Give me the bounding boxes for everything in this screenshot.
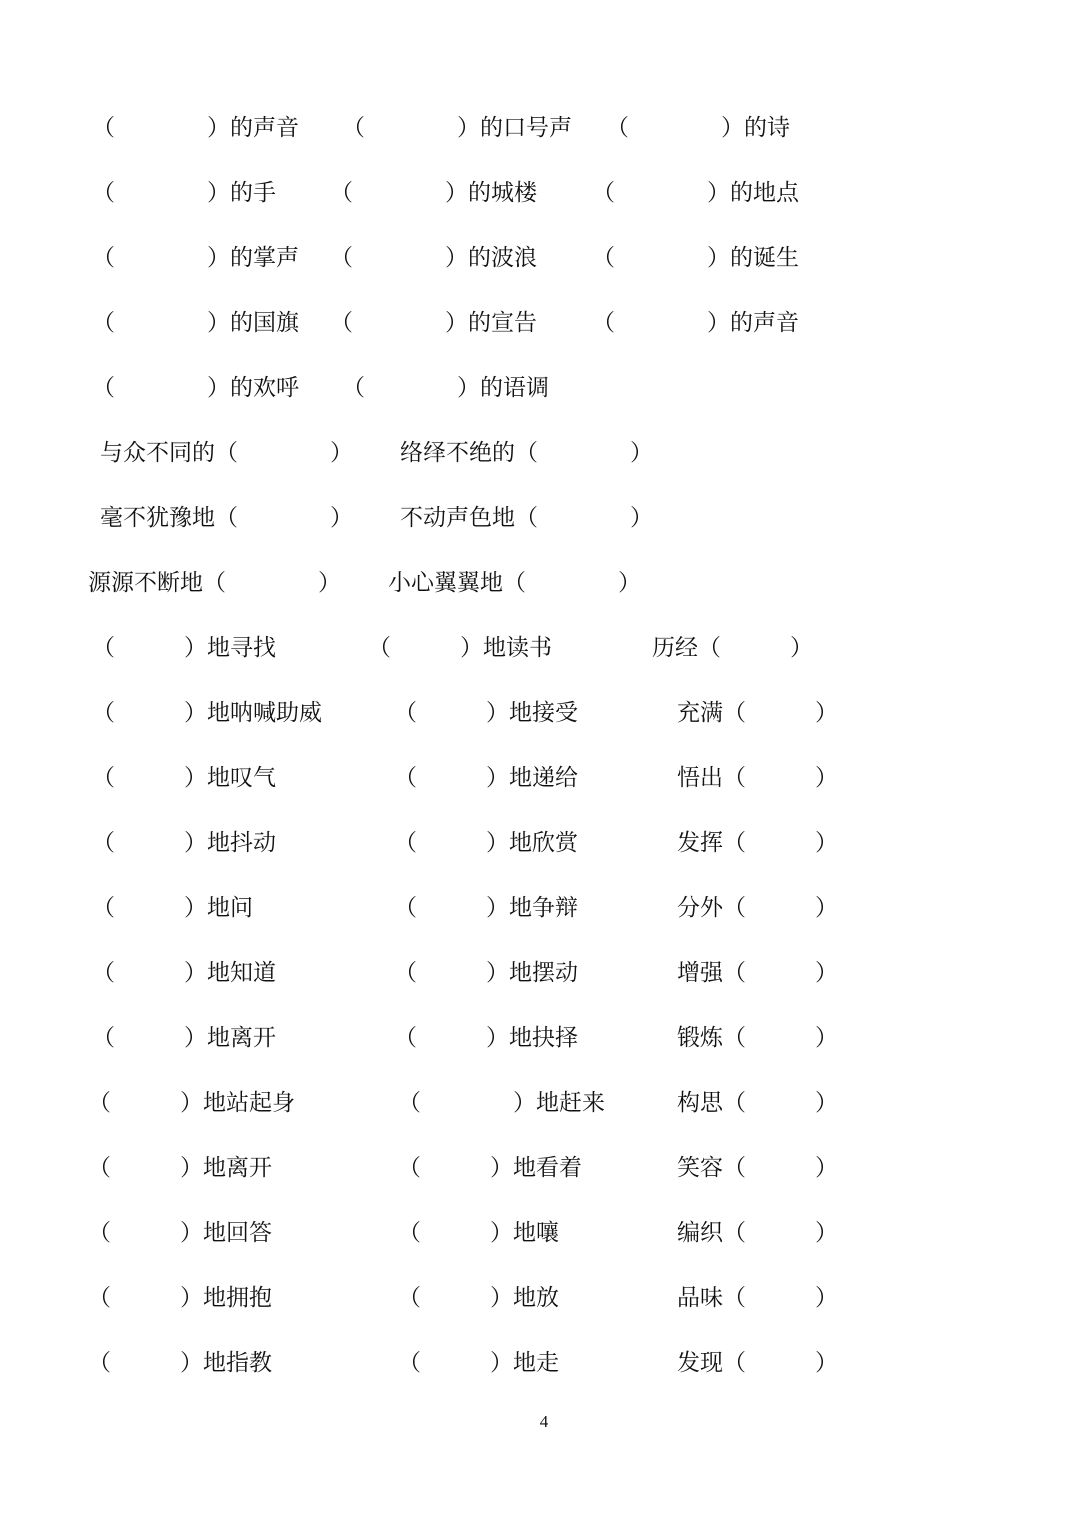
- phrase-row: [0, 433, 1088, 473]
- phrase-row: [0, 1278, 1088, 1318]
- phrase-blank: （ ）的手: [92, 180, 276, 206]
- phrase-blank: （ ）地知道: [92, 960, 276, 986]
- phrase-row: [0, 303, 1088, 343]
- phrase-blank: （ ）地离开: [88, 1155, 272, 1181]
- phrase-blank: （ ）的诗: [606, 115, 790, 141]
- phrase-blank: 充满（ ）: [677, 700, 838, 726]
- phrase-blank: 笑容（ ）: [677, 1155, 838, 1181]
- phrase-blank: 增强（ ）: [677, 960, 838, 986]
- phrase-blank: 小心翼翼地（ ）: [388, 570, 641, 596]
- phrase-row: [0, 108, 1088, 148]
- phrase-blank: （ ）地问: [92, 895, 253, 921]
- phrase-blank: （ ）地回答: [88, 1220, 272, 1246]
- phrase-blank: （ ）的国旗: [92, 310, 299, 336]
- phrase-blank: （ ）地站起身: [88, 1090, 295, 1116]
- phrase-blank: （ ）地欣赏: [394, 830, 578, 856]
- phrase-row: [0, 368, 1088, 408]
- phrase-blank: （ ）地指教: [88, 1350, 272, 1376]
- phrase-blank: （ ）地读书: [368, 635, 552, 661]
- phrase-row: [0, 1083, 1088, 1123]
- phrase-row: [0, 888, 1088, 928]
- phrase-blank: （ ）的语调: [342, 375, 549, 401]
- phrase-blank: （ ）地拥抱: [88, 1285, 272, 1311]
- phrase-blank: （ ）的波浪: [330, 245, 537, 271]
- phrase-row: [0, 758, 1088, 798]
- phrase-blank: （ ）的欢呼: [92, 375, 299, 401]
- phrase-blank: （ ）地接受: [394, 700, 578, 726]
- phrase-blank: （ ）地叹气: [92, 765, 276, 791]
- phrase-blank: （ ）的掌声: [92, 245, 299, 271]
- phrase-blank: （ ）的宣告: [330, 310, 537, 336]
- phrase-blank: （ ）的地点: [592, 180, 799, 206]
- phrase-row: [0, 173, 1088, 213]
- phrase-blank: （ ）地放: [398, 1285, 559, 1311]
- phrase-row: [0, 1018, 1088, 1058]
- phrase-row: [0, 628, 1088, 668]
- phrase-blank: 悟出（ ）: [677, 765, 838, 791]
- phrase-row: [0, 823, 1088, 863]
- phrase-blank: （ ）地递给: [394, 765, 578, 791]
- phrase-blank: （ ）的口号声: [342, 115, 572, 141]
- phrase-row: [0, 238, 1088, 278]
- phrase-blank: （ ）的城楼: [330, 180, 537, 206]
- phrase-blank: （ ）地摆动: [394, 960, 578, 986]
- phrase-blank: 与众不同的（ ）: [100, 440, 353, 466]
- phrase-blank: 锻炼（ ）: [677, 1025, 838, 1051]
- phrase-blank: （ ）地抉择: [394, 1025, 578, 1051]
- phrase-blank: 分外（ ）: [677, 895, 838, 921]
- phrase-blank: （ ）的诞生: [592, 245, 799, 271]
- phrase-blank: （ ）地看着: [398, 1155, 582, 1181]
- phrase-row: [0, 953, 1088, 993]
- phrase-row: [0, 1213, 1088, 1253]
- phrase-blank: 不动声色地（ ）: [400, 505, 653, 531]
- phrase-blank: （ ）地离开: [92, 1025, 276, 1051]
- phrase-blank: 络绎不绝的（ ）: [400, 440, 653, 466]
- phrase-blank: （ ）地抖动: [92, 830, 276, 856]
- phrase-blank: 毫不犹豫地（ ）: [100, 505, 353, 531]
- phrase-row: [0, 498, 1088, 538]
- phrase-blank: （ ）地寻找: [92, 635, 276, 661]
- page-number: 4: [539, 1412, 549, 1431]
- phrase-row: [0, 693, 1088, 733]
- phrase-blank: 发现（ ）: [677, 1350, 838, 1376]
- phrase-blank: 源源不断地（ ）: [88, 570, 341, 596]
- phrase-blank: （ ）地赶来: [398, 1090, 605, 1116]
- phrase-blank: （ ）地嚷: [398, 1220, 559, 1246]
- phrase-blank: 历经（ ）: [652, 635, 813, 661]
- phrase-row: [0, 1343, 1088, 1383]
- phrase-row: [0, 563, 1088, 603]
- phrase-row: [0, 1148, 1088, 1188]
- phrase-blank: （ ）的声音: [92, 115, 299, 141]
- phrase-blank: （ ）的声音: [592, 310, 799, 336]
- phrase-blank: （ ）地呐喊助威: [92, 700, 322, 726]
- phrase-blank: （ ）地走: [398, 1350, 559, 1376]
- phrase-blank: （ ）地争辩: [394, 895, 578, 921]
- phrase-blank: 构思（ ）: [677, 1090, 838, 1116]
- phrase-blank: 发挥（ ）: [677, 830, 838, 856]
- phrase-blank: 编织（ ）: [677, 1220, 838, 1246]
- phrase-blank: 品味（ ）: [677, 1285, 838, 1311]
